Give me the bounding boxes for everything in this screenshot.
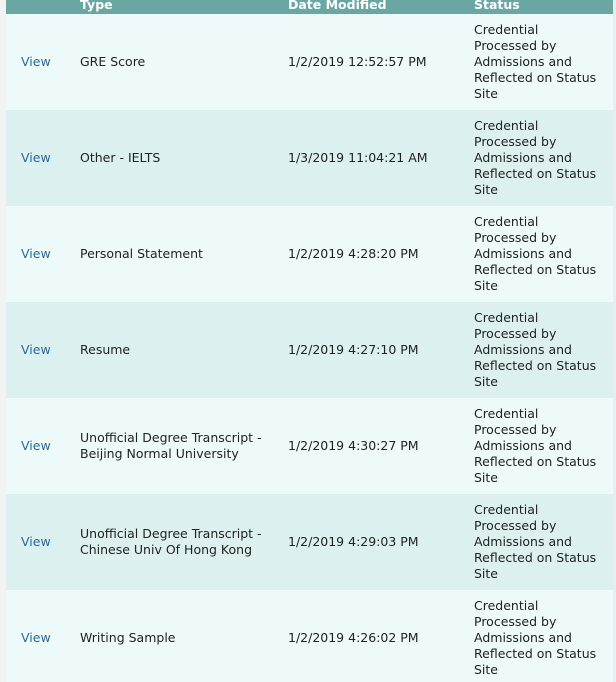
view-link[interactable]: View bbox=[21, 438, 51, 453]
date-cell: 1/2/2019 4:29:03 PM bbox=[288, 534, 419, 549]
type-cell: GRE Score bbox=[80, 54, 146, 69]
status-cell: Credential Processed by Admissions and Reflected on Status Site bbox=[474, 118, 597, 197]
table-row bbox=[6, 110, 613, 206]
header-status: Status bbox=[474, 0, 520, 12]
view-link[interactable]: View bbox=[21, 150, 51, 165]
type-cell: Writing Sample bbox=[80, 630, 176, 645]
credentials-table bbox=[6, 0, 613, 682]
date-cell: 1/2/2019 4:30:27 PM bbox=[288, 438, 419, 453]
status-cell: Credential Processed by Admissions and Reflected on Status Site bbox=[474, 502, 597, 581]
view-link[interactable]: View bbox=[21, 342, 51, 357]
view-link[interactable]: View bbox=[21, 534, 51, 549]
type-cell: Unofficial Degree Transcript - Chinese Univ Of Hong Kong bbox=[80, 526, 262, 557]
table-row bbox=[6, 494, 613, 590]
status-cell: Credential Processed by Admissions and Reflected on Status Site bbox=[474, 214, 597, 293]
date-cell: 1/2/2019 4:26:02 PM bbox=[288, 630, 419, 645]
table-row bbox=[6, 398, 613, 494]
table-row bbox=[6, 302, 613, 398]
status-cell: Credential Processed by Admissions and Reflected on Status Site bbox=[474, 310, 597, 389]
header-date-modified: Date Modified bbox=[288, 0, 387, 12]
date-cell: 1/2/2019 4:27:10 PM bbox=[288, 342, 419, 357]
status-cell: Credential Processed by Admissions and Reflected on Status Site bbox=[474, 406, 597, 485]
view-link[interactable]: View bbox=[21, 630, 51, 645]
status-cell: Credential Processed by Admissions and Reflected on Status Site bbox=[474, 22, 597, 101]
table-row bbox=[6, 14, 613, 110]
date-cell: 1/2/2019 12:52:57 PM bbox=[288, 54, 427, 69]
view-link[interactable]: View bbox=[21, 54, 51, 69]
type-cell: Resume bbox=[80, 342, 131, 357]
date-cell: 1/3/2019 11:04:21 AM bbox=[288, 150, 428, 165]
type-cell: Other - IELTS bbox=[80, 150, 161, 165]
type-cell: Personal Statement bbox=[80, 246, 203, 261]
view-link[interactable]: View bbox=[21, 246, 51, 261]
table-row bbox=[6, 206, 613, 302]
status-cell: Credential Processed by Admissions and Reflected on Status Site bbox=[474, 598, 597, 677]
header-type: Type bbox=[80, 0, 113, 12]
header-link bbox=[6, 0, 80, 14]
date-cell: 1/2/2019 4:28:20 PM bbox=[288, 246, 419, 261]
table-header-row bbox=[6, 0, 613, 14]
type-cell: Unofficial Degree Transcript - Beijing Normal University bbox=[80, 430, 262, 461]
table-row bbox=[6, 590, 613, 682]
